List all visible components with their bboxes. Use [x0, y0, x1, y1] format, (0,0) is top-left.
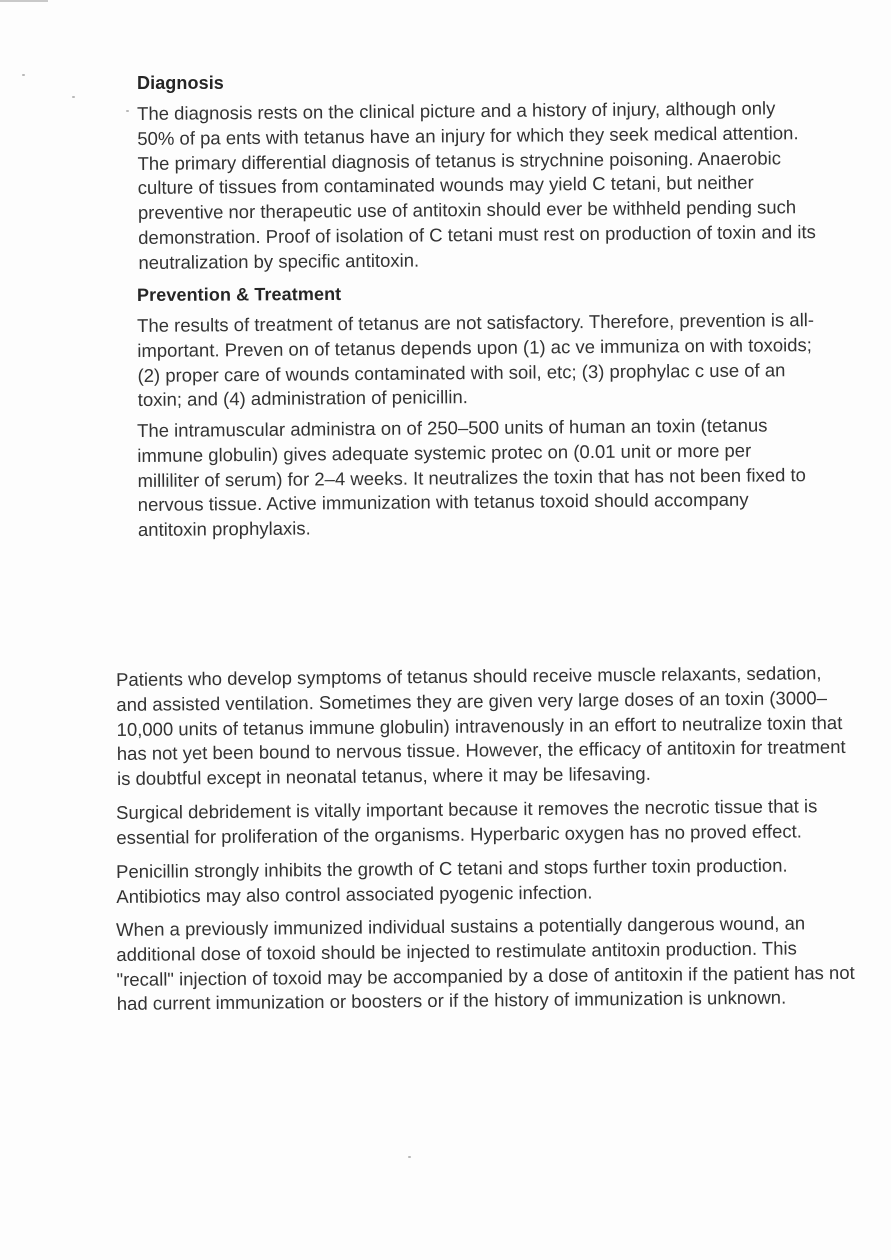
scan-speck — [408, 1156, 411, 1158]
diagnosis-paragraph: The diagnosis rests on the clinical picture and a history of injury, although only 50% of pa ents with tetanus have an injury for which they seek medical attention. The primary differential diagnosis of tetanus is strychnine poisoning. Anaerobic culture of tissues from contaminated wounds may yield C tetani, but neither preventive nor therapeutic use of antitoxin should ever be withheld pending such demonstration. Proof of isolation of C tetani must rest on production of toxin and its neutralization by specific antitoxin. — [137, 97, 816, 273]
prevention-paragraph: The results of treatment of tetanus are not satisfactory. Therefore, prevention is all-important. Preven on of tetanus depends upon (1) ac ve immuniza on with toxoids; (2) proper care of wounds contaminated with soil, etc; (3) prophylac c use of an toxin; and (4) administration of penicillin. — [137, 308, 815, 410]
symptom-treatment-paragraph: Patients who develop symptoms of tetanus should receive muscle relaxants, sedation, and assisted ventilation. Sometimes they are given very large doses of an toxin (3000–10,000 units of tetanus immune globulin) intravenously in an effort to neutralize toxin that has not yet been bound to nervous tissue. However, the efficacy of antitoxin for treatment is doubtful except in neonatal tetanus, where it may be lifesaving. — [116, 662, 846, 790]
scan-speck — [72, 96, 75, 98]
surgical-debridement-paragraph: Surgical debridement is vitally important because it removes the necrotic tissue that is essential for proliferation of the organisms. Hyperbaric oxygen has no proved effect. — [116, 795, 818, 848]
treatment-section — [116, 662, 856, 1026]
diagnosis-heading: Diagnosis — [137, 73, 224, 93]
penicillin-paragraph: Penicillin strongly inhibits the growth of C tetani and stops further toxin production. Antibiotics may also control associated pyogenic infection. — [116, 854, 788, 907]
recall-injection-paragraph: When a previously immunized individual sustains a potentially dangerous wound, an additional dose of toxoid should be injected to restimulate antitoxin production. This "recall" injection of toxoid may be accompanied by a dose of antitoxin if the patient has not had current immunization or boosters or if the history of immunization is unknown. — [116, 912, 855, 1015]
scan-edge-mark — [0, 0, 48, 2]
prevention-treatment-heading: Prevention & Treatment — [136, 283, 342, 305]
scan-speck — [22, 74, 25, 76]
diagnosis-prevention-section — [137, 70, 817, 549]
scan-speck — [126, 110, 129, 112]
antitoxin-prophylaxis-paragraph: The intramuscular administra on of 250–500 units of human an toxin (tetanus immune globulin) gives adequate systemic protec on (0.01 unit or more per milliliter of serum) for 2–4 weeks. It neutralizes the toxin that has not been fixed to nervous tissue. Active immunization with tetanus toxoid should accompany antitoxin prophylaxis. — [137, 414, 806, 540]
